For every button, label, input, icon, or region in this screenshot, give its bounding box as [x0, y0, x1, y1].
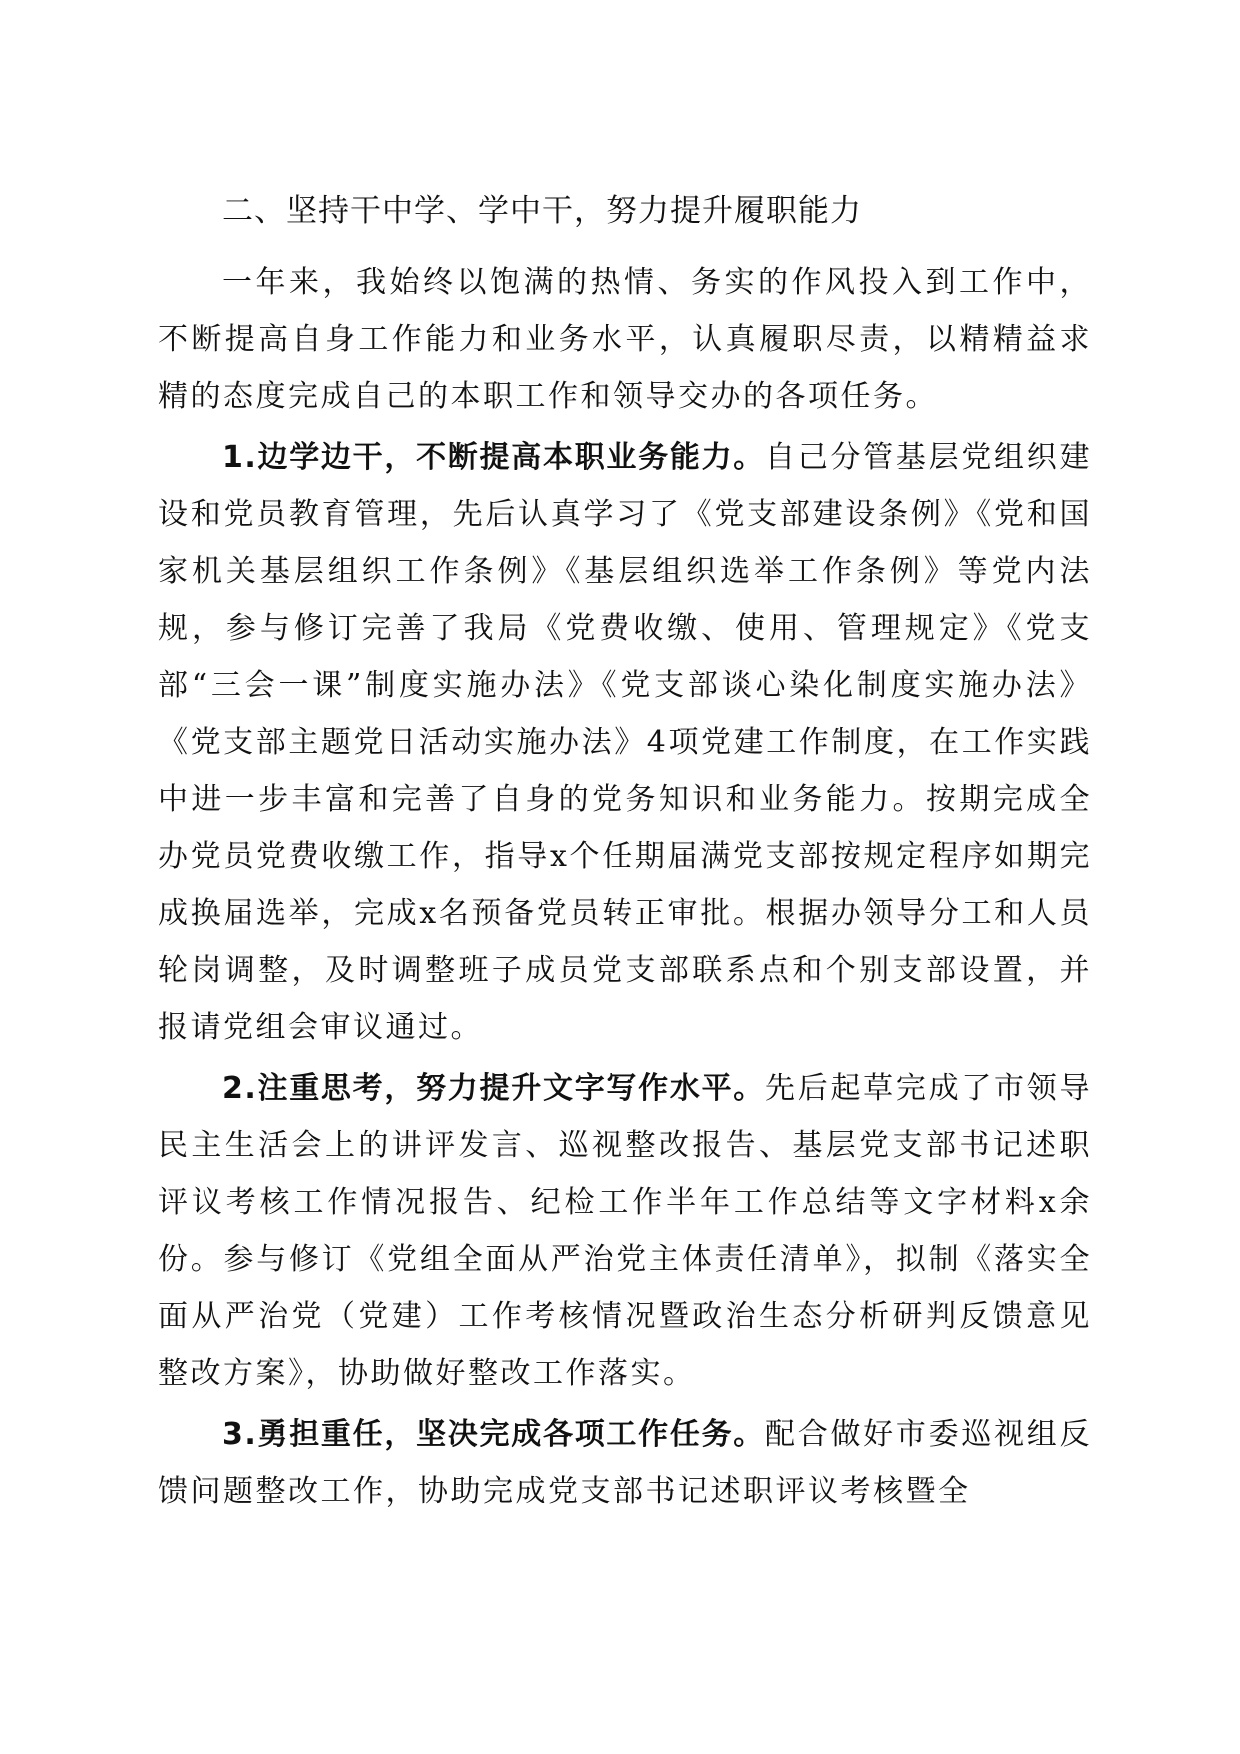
- item-paragraph-1: [158, 429, 1092, 1056]
- item-lead-3: 3.勇担重任，坚决完成各项工作任务。: [222, 1417, 766, 1452]
- document-body: [158, 183, 1092, 1520]
- section-heading: 二、坚持干中学、学中干，努力提升履职能力: [222, 193, 862, 229]
- item-body-2: 先后起草完成了市领导民主生活会上的讲评发言、巡视整改报告、基层党支部书记述职评议考核工作情况报告、纪检工作半年工作总结等文字材料x余份。参与修订《党组全面从严治党主体责任清单》，拟制《落实全面从严治党（党建）工作考核情况暨政治生态分析研判反馈意见整改方案》，协助做好整改工作落实。: [158, 1071, 1092, 1391]
- intro-paragraph: 一年来，我始终以饱满的热情、务实的作风投入到工作中，不断提高自身工作能力和业务水平，认真履职尽责，以精精益求精的态度完成自己的本职工作和领导交办的各项任务。: [158, 265, 1092, 414]
- item-paragraph-3: [158, 1406, 1092, 1520]
- item-paragraph-2: [158, 1060, 1092, 1402]
- item-body-3: 配合做好市委巡视组反馈问题整改工作，协助完成党支部书记述职评议考核暨全: [158, 1417, 1092, 1509]
- item-lead-2: 2.注重思考，努力提升文字写作水平。: [222, 1071, 766, 1106]
- item-lead-1: 1.边学边干，不断提高本职业务能力。: [222, 440, 766, 475]
- item-body-1: 自己分管基层党组织建设和党员教育管理，先后认真学习了《党支部建设条例》《党和国家机关基层组织工作条例》《基层组织选举工作条例》等党内法规，参与修订完善了我局《党费收缴、使用、管理规定》《党支部“三会一课”制度实施办法》《党支部谈心染化制度实施办法》《党支部主题党日活动实施办法》4项党建工作制度，在工作实践中进一步丰富和完善了自身的党务知识和业务能力。按期完成全办党员党费收缴工作，指导x个任期届满党支部按规定程序如期完成换届选举，完成x名预备党员转正审批。根据办领导分工和人员轮岗调整，及时调整班子成员党支部联系点和个别支部设置，并报请党组会审议通过。: [158, 440, 1092, 1045]
